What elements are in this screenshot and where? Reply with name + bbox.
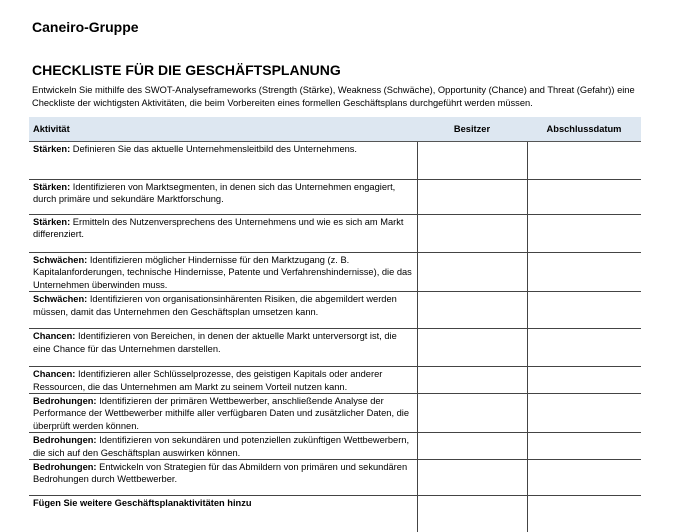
activity-text: Identifizieren der primären Wettbewerber, anschließende Analyse der Performance der Wettbewerber mithilfe aller verfügbaren Daten und zusätzlicher Daten, die überprüft werden können. (33, 396, 410, 431)
activity-text: Identifizieren möglicher Hindernisse für den Marktzugang (z. B. Kapitalanforderungen, technische Hindernisse, Patente und Verfahrenshindernisse), die das Unternehmen überwinden muss. (33, 255, 412, 290)
table-row (29, 215, 641, 253)
activity-category: Bedrohungen: (33, 435, 97, 446)
column-header-owner: Besitzer (417, 117, 527, 142)
due-date-cell[interactable] (527, 367, 641, 394)
activity-category: Schwächen: (33, 255, 88, 265)
activity-cell[interactable] (29, 142, 417, 180)
due-date-cell[interactable] (527, 460, 641, 496)
column-header-activity: Aktivität (29, 117, 417, 142)
activity-cell[interactable] (29, 215, 417, 253)
due-date-cell[interactable] (527, 180, 641, 215)
add-activity-prompt: Fügen Sie weitere Geschäftsplanaktivitäten hinzu (33, 498, 252, 509)
activity-text: Entwickeln von Strategien für das Abmildern von primären und sekundären Bedrohungen durch Wettbewerber. (33, 462, 408, 485)
activity-cell[interactable] (29, 180, 417, 215)
activity-category: Chancen: (33, 369, 76, 380)
owner-cell[interactable] (417, 180, 527, 215)
activity-category: Bedrohungen: (33, 396, 97, 407)
owner-cell[interactable] (417, 253, 527, 292)
company-name: Caneiro-Gruppe (32, 19, 139, 35)
owner-cell[interactable] (417, 394, 527, 433)
activity-cell[interactable] (29, 496, 417, 532)
activity-cell[interactable] (29, 433, 417, 460)
table-row (29, 292, 641, 329)
table-row (29, 142, 641, 180)
owner-cell[interactable] (417, 329, 527, 367)
activity-text: Identifizieren von sekundären und potenziellen zukünftigen Wettbewerbern, die sich auf den Geschäftsplan auswirken können. (33, 435, 410, 458)
owner-cell[interactable] (417, 215, 527, 253)
due-date-cell[interactable] (527, 433, 641, 460)
activity-cell[interactable] (29, 460, 417, 496)
due-date-cell[interactable] (527, 394, 641, 433)
table-header-row (29, 117, 641, 142)
activity-category: Bedrohungen: (33, 462, 97, 473)
checklist-table (29, 117, 641, 532)
intro-paragraph: Entwickeln Sie mithilfe des SWOT-Analyseframeworks (Strength (Stärke), Weakness (Schwäche), Opportunity (Chance) and Threat (Gefahr)) eine Checkliste der wichtigsten Aktivitäten, die beim Vorbereiten eines formellen Geschäftsplans durchgeführt werden müssen. (32, 85, 635, 108)
due-date-cell[interactable] (527, 496, 641, 532)
table-row (29, 329, 641, 367)
table-row (29, 433, 641, 460)
activity-category: Stärken: (33, 217, 71, 227)
activity-text: Definieren Sie das aktuelle Unternehmensleitbild des Unternehmens. (70, 144, 358, 154)
activity-category: Stärken: (33, 182, 71, 192)
column-header-due-date: Abschlussdatum (527, 117, 641, 142)
due-date-cell[interactable] (527, 253, 641, 292)
owner-cell[interactable] (417, 460, 527, 496)
activity-text: Identifizieren von organisationsinhärenten Risiken, die abgemildert werden müssen, damit das Unternehmen den Geschäftsplan umsetzen kann. (33, 294, 397, 317)
owner-cell[interactable] (417, 367, 527, 394)
page-title: CHECKLISTE FÜR DIE GESCHÄFTSPLANUNG (32, 62, 341, 78)
activity-category: Chancen: (33, 331, 76, 342)
due-date-cell[interactable] (527, 142, 641, 180)
due-date-cell[interactable] (527, 215, 641, 253)
owner-cell[interactable] (417, 142, 527, 180)
table-row (29, 253, 641, 292)
owner-cell[interactable] (417, 433, 527, 460)
due-date-cell[interactable] (527, 292, 641, 329)
activity-text: Ermitteln des Nutzenversprechens des Unternehmens und wie es sich am Markt differenziert. (33, 217, 404, 240)
activity-text: Identifizieren aller Schlüsselprozesse, des geistigen Kapitals oder anderer Ressourcen, die das Unternehmen am Markt zu seinem Vorteil nutzen kann. (33, 369, 383, 392)
owner-cell[interactable] (417, 496, 527, 532)
activity-category: Schwächen: (33, 294, 88, 305)
activity-cell[interactable] (29, 394, 417, 433)
table-row (29, 394, 641, 433)
activity-text: Identifizieren von Bereichen, in denen der aktuelle Markt unterversorgt ist, die eine Chance für das Unternehmen darstellen. (33, 331, 397, 354)
due-date-cell[interactable] (527, 329, 641, 367)
activity-cell[interactable] (29, 329, 417, 367)
owner-cell[interactable] (417, 292, 527, 329)
activity-text: Identifizieren von Marktsegmenten, in denen sich das Unternehmen engagiert, durch primäre und sekundäre Marktforschung. (33, 182, 396, 205)
activity-cell[interactable] (29, 253, 417, 292)
table-row (29, 367, 641, 394)
activity-cell[interactable] (29, 292, 417, 329)
table-row (29, 460, 641, 496)
table-row (29, 496, 641, 532)
table-row (29, 180, 641, 215)
activity-cell[interactable] (29, 367, 417, 394)
activity-category: Stärken: (33, 144, 71, 154)
